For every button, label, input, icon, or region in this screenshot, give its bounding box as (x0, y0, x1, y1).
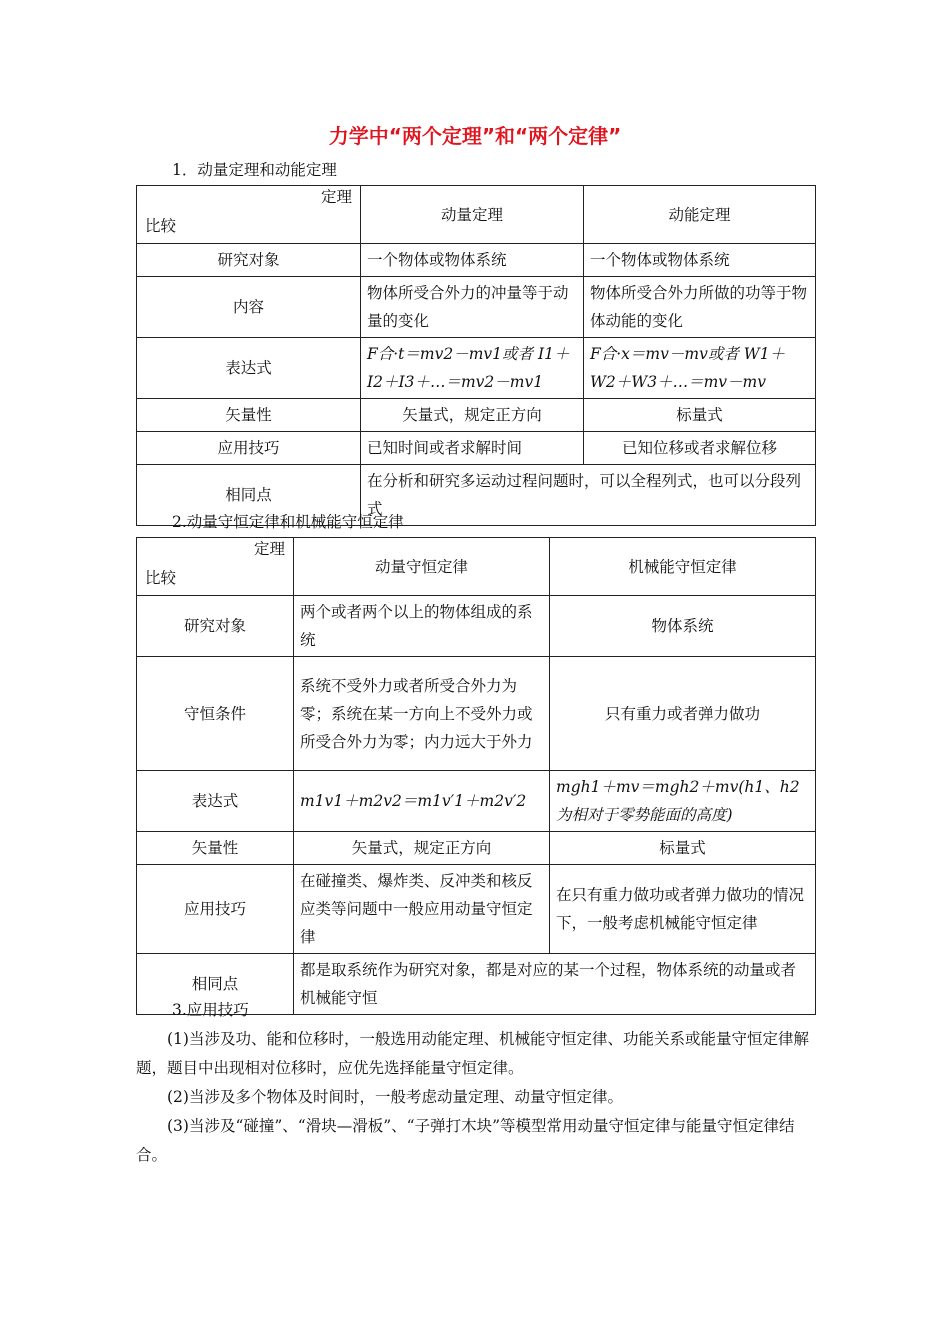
row-label: 相同点 (137, 954, 294, 1015)
table-row (137, 244, 816, 277)
table-corner-cell (137, 186, 361, 244)
table-cell: 已知位移或者求解位移 (584, 432, 816, 465)
paragraph: (3)当涉及“碰撞”、“滑块—滑板”、“子弹打木块”等模型常用动量守恒定律与能量守恒定律结合。 (136, 1117, 795, 1164)
table-cell: 已知时间或者求解时间 (361, 432, 584, 465)
table-cell: 只有重力或者弹力做功 (550, 657, 816, 771)
row-label: 表达式 (137, 338, 361, 399)
row-label: 矢量性 (137, 399, 361, 432)
row-label: 矢量性 (137, 832, 294, 865)
page-title: 力学中“两个定理”和“两个定律” (328, 124, 622, 148)
corner-bottom-label: 比较 (145, 569, 177, 587)
row-label: 内容 (137, 277, 361, 338)
formula-cell: m1v1＋m2v2＝m1v′1＋m2v′2 (294, 771, 550, 832)
column-header: 动能定理 (584, 186, 816, 244)
table-row (137, 338, 816, 399)
table-conservation-laws (136, 537, 816, 1015)
section2-heading: 2.动量守恒定律和机械能守恒定律 (172, 513, 404, 531)
section3-heading: 3.应用技巧 (172, 1001, 249, 1019)
table-cell: 都是取系统作为研究对象，都是对应的某一个过程，物体系统的动量或者机械能守恒 (294, 954, 816, 1015)
table-cell: 矢量式，规定正方向 (361, 399, 584, 432)
table-row (137, 432, 816, 465)
table-corner-cell (137, 538, 294, 596)
table-cell: 在分析和研究多运动过程问题时，可以全程列式，也可以分段列式 (361, 465, 816, 526)
table-cell: 标量式 (584, 399, 816, 432)
table-cell: 物体系统 (550, 596, 816, 657)
formula-cell: F合·t＝mv2－mv1或者 I1＋I2＋I3＋…＝mv2－mv1 (361, 338, 584, 399)
table-cell: 在碰撞类、爆炸类、反冲类和核反应类等问题中一般应用动量守恒定律 (294, 865, 550, 954)
column-header: 动量守恒定律 (294, 538, 550, 596)
corner-top-label: 定理 (320, 188, 352, 206)
table-row (137, 399, 816, 432)
row-label: 表达式 (137, 771, 294, 832)
column-header: 机械能守恒定律 (550, 538, 816, 596)
table-cell: 物体所受合外力的冲量等于动量的变化 (361, 277, 584, 338)
row-label: 应用技巧 (137, 432, 361, 465)
table-row (137, 865, 816, 954)
table-cell: 两个或者两个以上的物体组成的系统 (294, 596, 550, 657)
section1-heading: 1．动量定理和动能定理 (172, 161, 337, 179)
column-header: 动量定理 (361, 186, 584, 244)
row-label: 研究对象 (137, 596, 294, 657)
formula-cell: F合·x＝mv－mv或者 W1＋W2＋W3＋…＝mv－mv (584, 338, 816, 399)
table-cell: 标量式 (550, 832, 816, 865)
paragraph: (1)当涉及功、能和位移时，一般选用动能定理、机械能守恒定律、功能关系或能量守恒定律解题，题目中出现相对位移时，应优先选择能量守恒定律。 (136, 1030, 809, 1077)
formula-cell: mgh1＋mv＝mgh2＋mv(h1、h2为相对于零势能面的高度) (550, 771, 816, 832)
row-label: 守恒条件 (137, 657, 294, 771)
row-label: 应用技巧 (137, 865, 294, 954)
table-row (137, 832, 816, 865)
table-row (137, 657, 816, 771)
table-cell: 系统不受外力或者所受合外力为零；系统在某一方向上不受外力或所受合外力为零；内力远大于外力 (294, 657, 550, 771)
row-label: 研究对象 (137, 244, 361, 277)
table-cell: 一个物体或物体系统 (361, 244, 584, 277)
paragraph: (2)当涉及多个物体及时间时，一般考虑动量定理、动量守恒定律。 (167, 1088, 623, 1106)
table-row (137, 771, 816, 832)
table-cell: 物体所受合外力所做的功等于物体动能的变化 (584, 277, 816, 338)
section3 (136, 996, 815, 1170)
corner-bottom-label: 比较 (145, 217, 177, 235)
table-momentum-energy-theorems (136, 185, 816, 526)
table-row (137, 596, 816, 657)
table-cell: 一个物体或物体系统 (584, 244, 816, 277)
table-cell: 矢量式，规定正方向 (294, 832, 550, 865)
corner-top-label: 定理 (253, 540, 285, 558)
table-row (137, 277, 816, 338)
table-cell: 在只有重力做功或者弹力做功的情况下，一般考虑机械能守恒定律 (550, 865, 816, 954)
row-label: 相同点 (137, 465, 361, 526)
